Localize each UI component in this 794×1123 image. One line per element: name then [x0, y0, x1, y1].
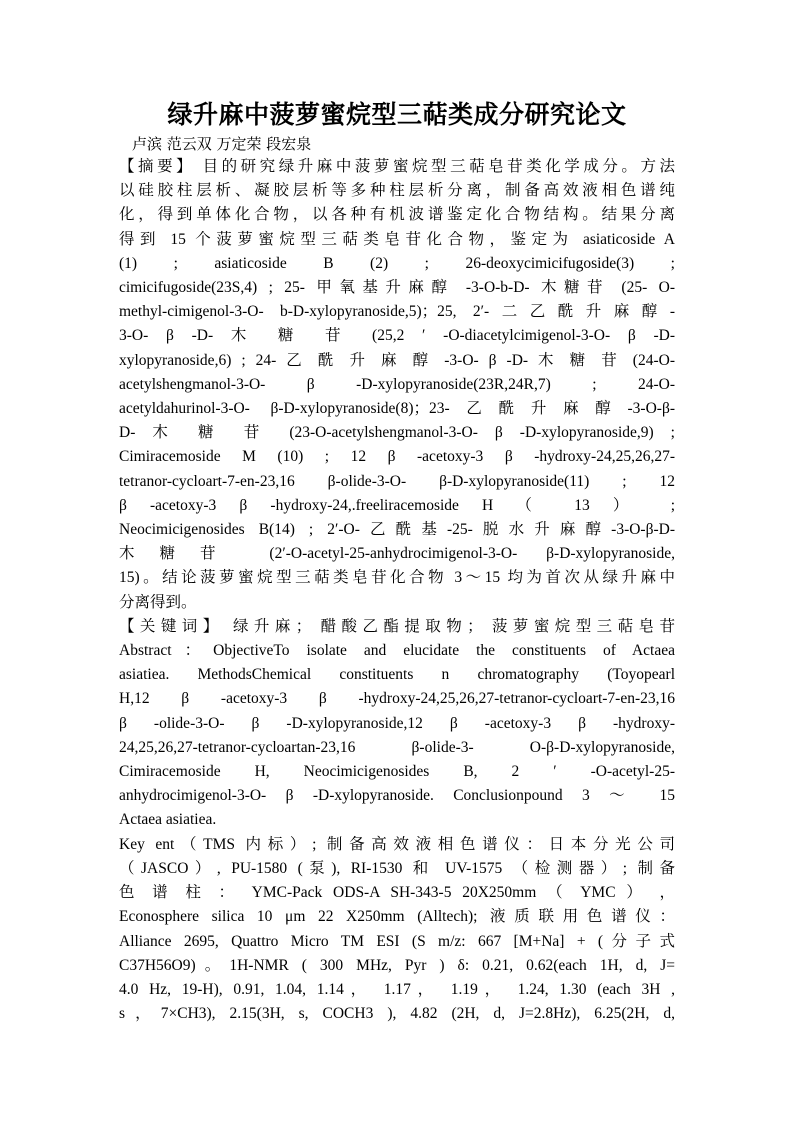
text-line: （JASCO）, PU-1580 (泵), RI-1530 和 UV-1575 （检测器）; 制备	[119, 859, 675, 877]
text-line: 化，得到单体化合物，以各种有机波谱鉴定化合物结构。结果分离	[119, 206, 675, 224]
text-line: Key ent（TMS 内标）; 制备高效液相色谱仪：日本分光公司	[119, 835, 675, 853]
text-line: anhydrocimigenol-3-O- β -D-xylopyranoside. Conclusionpound 3 ～ 15	[119, 787, 675, 805]
text-line: 以硅胶柱层析、凝胶层析等多种柱层析分离，制备高效液相色谱纯	[119, 182, 675, 200]
text-line: β -acetoxy-3 β -hydroxy-24,.freeliracemoside H （ 13 ） ;	[119, 496, 675, 514]
text-line: 3-O- β -D- 木 糖 苷 (25,2 ′ -O-diacetylcimigenol-3-O- β -D-	[119, 327, 675, 345]
text-line: s，7×CH3), 2.15(3H, s, COCH3 ), 4.82 (2H, d, J=2.8Hz), 6.25(2H, d,	[119, 1005, 675, 1023]
paper-title: 绿升麻中菠萝蜜烷型三萜类成分研究论文	[167, 100, 627, 129]
text-line: Neocimicigenosides B(14) ; 2′-O-乙酰基-25-脱水升麻醇-3-O-β-D-	[119, 521, 675, 539]
body-text	[119, 155, 675, 1026]
text-line: Cimiracemoside H, Neocimicigenosides B, 2 ′ -O-acetyl-25-	[119, 763, 675, 781]
text-line: Alliance 2695, Quattro Micro TM ESI (S m/z: 667 [M+Na] + (分子式	[119, 932, 675, 950]
text-line: Cimiracemoside M (10) ; 12 β -acetoxy-3 β -hydroxy-24,25,26,27-	[119, 448, 675, 466]
author-list: 卢滨 范云双 万定荣 段宏泉	[132, 135, 312, 153]
text-line: tetranor-cycloart-7-en-23,16 β-olide-3-O- β-D-xylopyranoside(11) ; 12	[119, 472, 675, 490]
text-line: Abstract：ObjectiveTo isolate and elucidate the constituents of Actaea	[119, 642, 675, 660]
text-line: (1) ; asiaticoside B (2) ; 26-deoxycimicifugoside(3) ;	[119, 254, 675, 272]
text-line: 木糖苷 (2′-O-acetyl-25-anhydrocimigenol-3-O- β-D-xylopyranoside,	[119, 545, 675, 563]
text-line: 色 谱 柱 ： YMC-Pack ODS-A SH-343-5 20X250mm （ YMC ） ，	[119, 884, 675, 902]
text-line: 分离得到。	[119, 593, 197, 611]
text-line: D- 木 糖 苷 (23-O-acetylshengmanol-3-O- β -D-xylopyranoside,9) ;	[119, 424, 675, 442]
text-line: cimicifugoside(23S,4) ; 25- 甲氧基升麻醇 -3-O-b-D- 木糖苷 (25- O-	[119, 279, 675, 297]
text-line: 【关键词】 绿升麻； 醋酸乙酯提取物； 菠萝蜜烷型三萜皂苷	[119, 617, 675, 635]
text-line: 4.0 Hz, 19-H), 0.91, 1.04, 1.14， 1.17， 1.19， 1.24, 1.30 (each 3H ,	[119, 980, 675, 998]
text-line: 【摘要】 目的研究绿升麻中菠萝蜜烷型三萜皂苷类化学成分。方法	[119, 158, 675, 175]
text-line: 得到 15 个菠萝蜜烷型三萜类皂苷化合物，鉴定为 asiaticoside A	[119, 230, 675, 248]
text-line: C37H56O9)。1H-NMR ( 300 MHz, Pyr ) δ: 0.21, 0.62(each 1H, d, J=	[119, 956, 675, 974]
text-line: acetyldahurinol-3-O- β-D-xylopyranoside(8)；23-乙酰升麻醇-3-O-β-	[119, 400, 675, 418]
text-line: 24,25,26,27-tetranor-cycloartan-23,16 β-olide-3- O-β-D-xylopyranoside,	[119, 738, 675, 756]
text-line: H,12 β -acetoxy-3 β -hydroxy-24,25,26,27-tetranor-cycloart-7-en-23,16	[119, 690, 675, 708]
text-line: Actaea asiatiea.	[119, 811, 217, 829]
text-line: β -olide-3-O- β -D-xylopyranoside,12 β -acetoxy-3 β -hydroxy-	[119, 714, 675, 732]
text-line: methyl-cimigenol-3-O- b-D-xylopyranoside,5)；25, 2′-二乙酰升麻醇-	[119, 303, 675, 321]
text-line: 15)。结论菠萝蜜烷型三萜类皂苷化合物 3～15 均为首次从绿升麻中	[119, 569, 675, 587]
text-line: acetylshengmanol-3-O- β -D-xylopyranoside(23R,24R,7) ; 24-O-	[119, 375, 675, 393]
text-line: asiatiea. MethodsChemical constituents n chromatography (Toyopearl	[119, 666, 675, 684]
text-line: xylopyranoside,6) ; 24- 乙 酰 升 麻 醇 -3-O- β -D- 木 糖 苷 (24-O-	[119, 351, 675, 369]
text-line: Econosphere silica 10 μm 22 X250mm (Alltech); 液质联用色谱仪：	[119, 908, 675, 926]
